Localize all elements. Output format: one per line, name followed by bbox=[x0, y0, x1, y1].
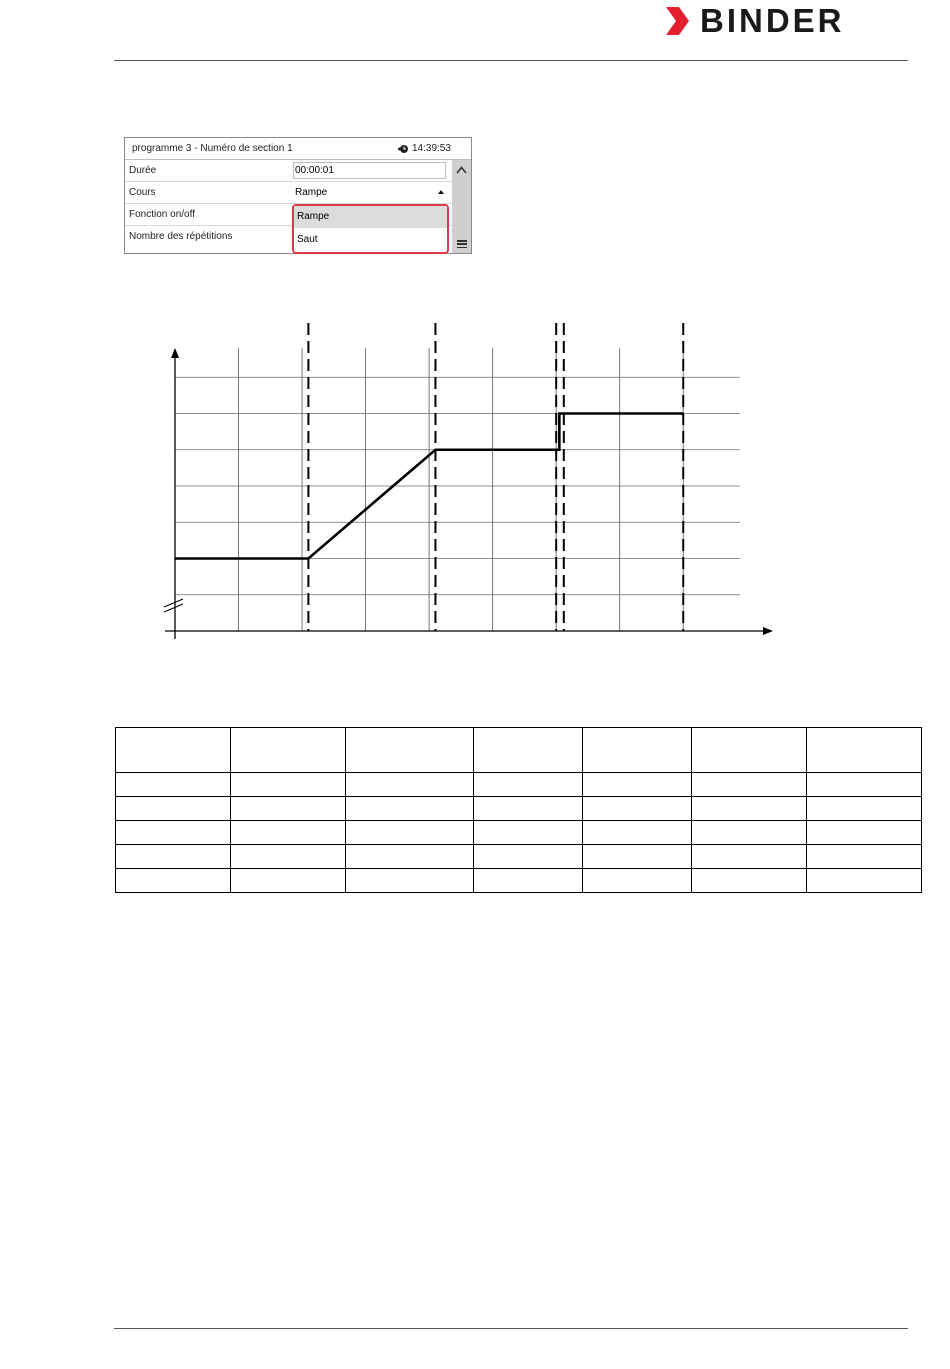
section-boundaries bbox=[308, 323, 683, 631]
axis-break-mark bbox=[164, 599, 183, 607]
logo-text: BINDER bbox=[700, 2, 845, 39]
binder-logo bbox=[664, 4, 914, 38]
table-cell bbox=[583, 869, 692, 893]
table-cell bbox=[692, 845, 807, 869]
table-cell bbox=[116, 797, 231, 821]
table-cell bbox=[692, 773, 807, 797]
clock-time: 14:39:53 bbox=[412, 143, 451, 154]
table-cell bbox=[346, 869, 474, 893]
cours-select-value[interactable]: Rampe bbox=[295, 187, 328, 198]
table-row bbox=[116, 773, 922, 797]
row-label: Nombre des répétitions bbox=[129, 231, 233, 242]
row-cours[interactable] bbox=[125, 182, 452, 204]
table-cell bbox=[474, 728, 583, 773]
table-cell bbox=[583, 845, 692, 869]
x-axis-arrow-icon bbox=[763, 627, 773, 635]
option-label: Rampe bbox=[297, 211, 330, 222]
table-row bbox=[116, 797, 922, 821]
scroll-up-icon[interactable] bbox=[456, 166, 467, 174]
course-dropdown-list[interactable] bbox=[292, 204, 449, 254]
table-cell bbox=[346, 773, 474, 797]
table-cell bbox=[474, 869, 583, 893]
table-cell bbox=[116, 773, 231, 797]
table-cell bbox=[692, 821, 807, 845]
table-cell bbox=[231, 773, 346, 797]
table-cell bbox=[807, 869, 922, 893]
axes bbox=[164, 348, 773, 639]
dropdown-triangle-icon[interactable] bbox=[438, 190, 444, 194]
table-cell bbox=[583, 821, 692, 845]
table-cell bbox=[346, 728, 474, 773]
row-label: Durée bbox=[129, 165, 157, 176]
table-cell bbox=[692, 728, 807, 773]
table-cell bbox=[583, 773, 692, 797]
table-cell bbox=[231, 728, 346, 773]
table-cell bbox=[116, 869, 231, 893]
table-cell bbox=[474, 821, 583, 845]
table-cell bbox=[346, 797, 474, 821]
axis-break-mark bbox=[164, 604, 183, 612]
table-cell bbox=[231, 797, 346, 821]
screen-title-bar bbox=[125, 138, 471, 160]
table-row bbox=[116, 728, 922, 773]
table-cell bbox=[116, 728, 231, 773]
table-cell bbox=[474, 773, 583, 797]
table-cell bbox=[474, 845, 583, 869]
table-cell bbox=[231, 869, 346, 893]
table-row bbox=[116, 845, 922, 869]
menu-icon[interactable] bbox=[457, 240, 467, 248]
duration-input[interactable] bbox=[293, 162, 446, 179]
grid-horizontal-lines bbox=[175, 377, 740, 595]
program-table bbox=[115, 727, 922, 893]
grid-vertical-lines bbox=[239, 348, 684, 631]
logo-chevron-icon bbox=[664, 4, 696, 38]
header-rule bbox=[114, 60, 908, 61]
table-cell bbox=[231, 821, 346, 845]
controller-screen bbox=[124, 137, 472, 254]
table-cell bbox=[116, 821, 231, 845]
table-cell bbox=[807, 773, 922, 797]
table-cell bbox=[807, 821, 922, 845]
screen-title: programme 3 - Numéro de section 1 bbox=[132, 143, 293, 154]
table-cell bbox=[692, 869, 807, 893]
duration-value: 00:00:01 bbox=[295, 165, 334, 176]
table-cell bbox=[583, 797, 692, 821]
y-axis-arrow-icon bbox=[171, 348, 179, 358]
table-cell bbox=[231, 845, 346, 869]
table-cell bbox=[692, 797, 807, 821]
row-label: Cours bbox=[129, 187, 156, 198]
footer-rule bbox=[114, 1328, 908, 1329]
scrollbar[interactable] bbox=[452, 160, 471, 253]
table-row bbox=[116, 821, 922, 845]
table-cell bbox=[807, 797, 922, 821]
table-cell bbox=[583, 728, 692, 773]
row-label: Fonction on/off bbox=[129, 209, 195, 220]
table-cell bbox=[807, 845, 922, 869]
option-rampe[interactable] bbox=[294, 206, 447, 228]
table-cell bbox=[474, 797, 583, 821]
table-cell bbox=[346, 845, 474, 869]
table-row bbox=[116, 869, 922, 893]
clock-icon bbox=[397, 143, 409, 154]
table-cell bbox=[807, 728, 922, 773]
option-label: Saut bbox=[297, 234, 318, 245]
table-cell bbox=[346, 821, 474, 845]
option-saut[interactable] bbox=[294, 229, 447, 251]
row-duree[interactable] bbox=[125, 160, 452, 182]
table-cell bbox=[116, 845, 231, 869]
program-profile-chart bbox=[150, 318, 780, 648]
